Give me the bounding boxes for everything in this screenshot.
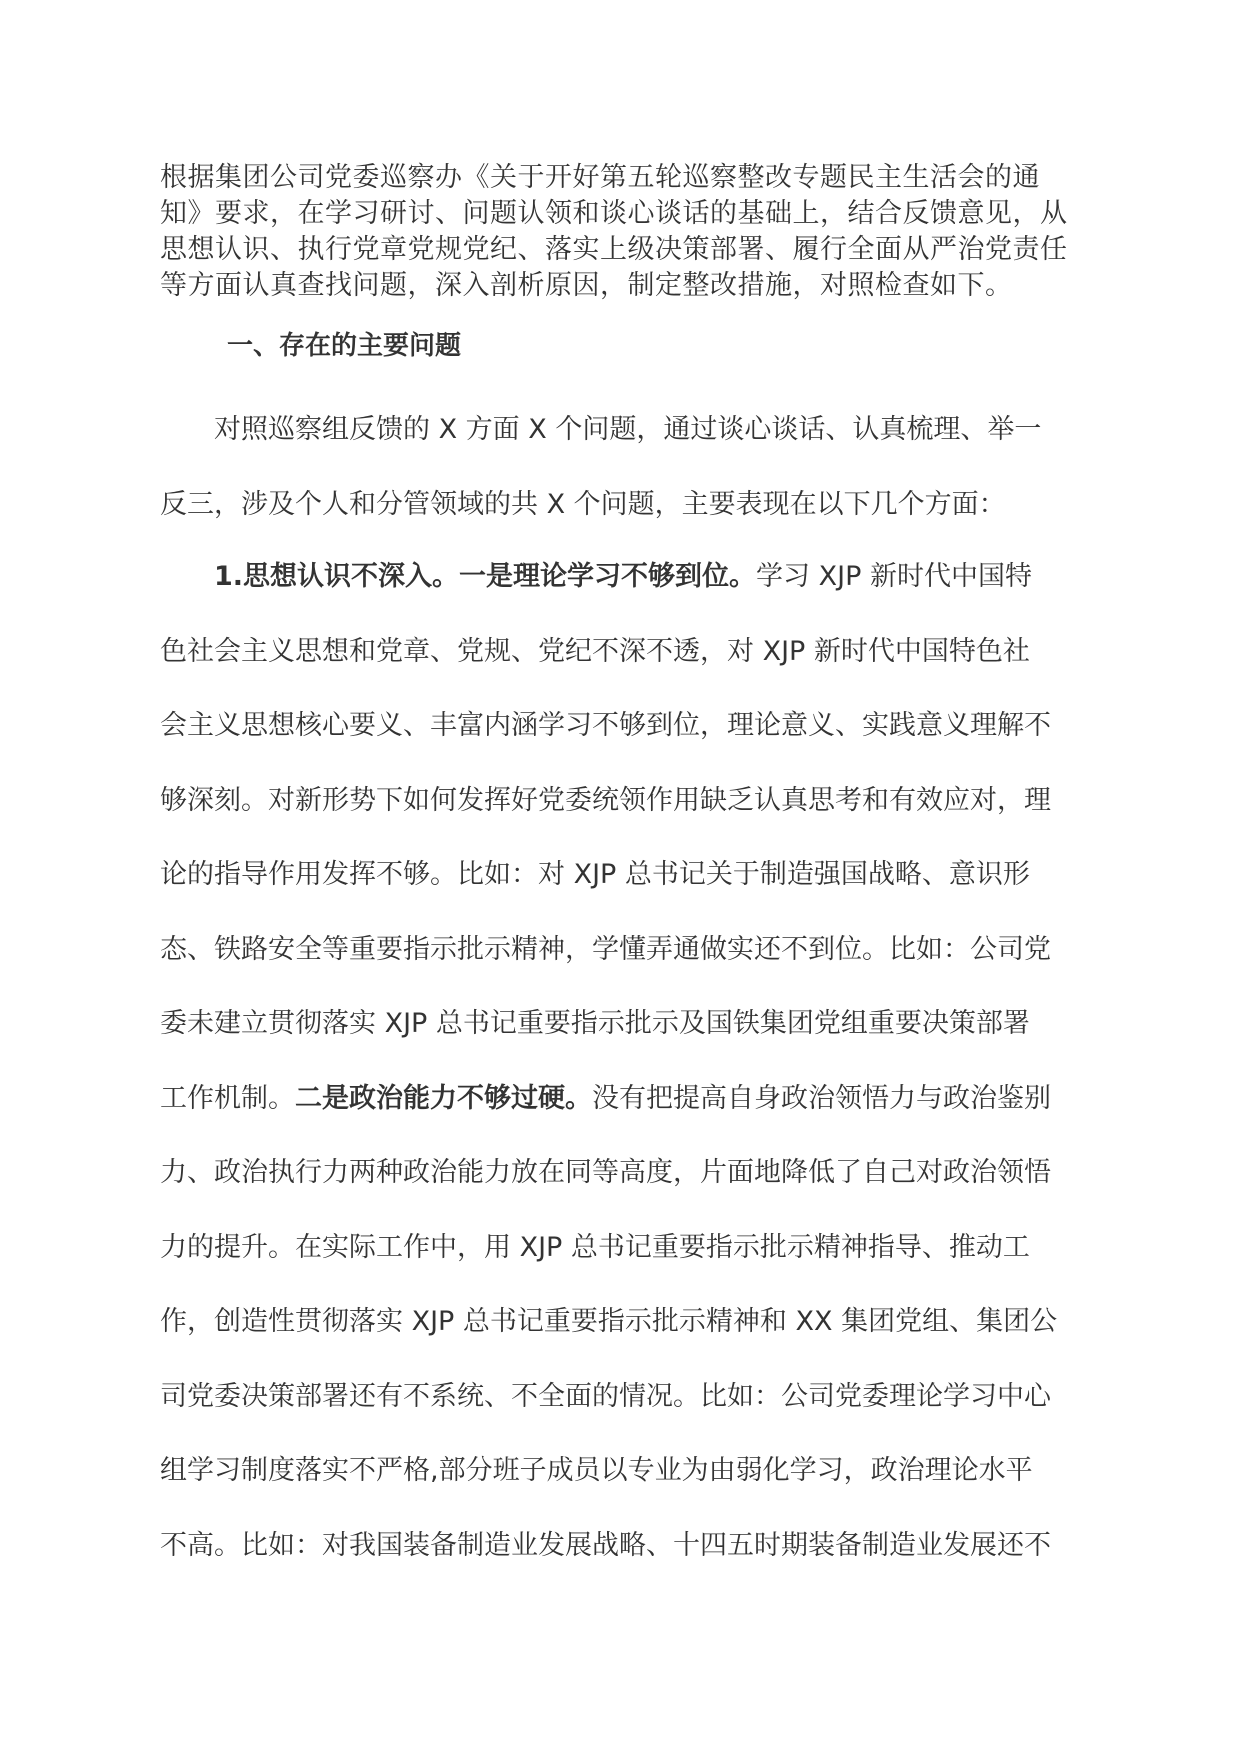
intro-paragraph: 根据集团公司党委巡察办《关于开好第五轮巡察整改专题民主生活会的通 知》要求，在学习研讨、问题认领和谈心谈话的基础上，结合反馈意见，从 思想认识、执行党章党规党纪、落实上级决策部署、履行全面从严治党责任 等方面认真查找问题，深入剖析原因，制定整改措施，对照检查如下。 xyxy=(160,162,1068,301)
problem-text-a: 学习 XJP 新时代中国特 色社会主义思想和党章、党规、党纪不深不透，对 XJP 新时代中国特色社 会主义思想核心要义、丰富内涵学习不够到位，理论意义、实践意义理解不 够深刻。对新形势下如何发挥好党委统领作用缺乏认真思考和有效应对，理 论的指导作用发挥不够。比如：对 XJP 总书记关于制造强国战略、意识形 态、铁路安全等重要指示批示精神，学懂弄通做实还不到位。比如：公司党 委未建立贯彻落实 XJP 总书记重要指示批示及国铁集团党组重要决策部署 工作机制。 xyxy=(160,561,1051,1114)
overview-paragraph: 对照巡察组反馈的 X 方面 X 个问题，通过谈心谈话、认真梳理、举一 反三，涉及个人和分管领域的共 X 个问题，主要表现在以下几个方面： xyxy=(160,414,1042,520)
problem-lead-heading: 1.思想认识不深入。一是理论学习不够到位。 xyxy=(214,561,757,592)
problem-text-b: 没有把提高自身政治领悟力与政治鉴别 力、政治执行力两种政治能力放在同等高度，片面地降低了自己对政治领悟 力的提升。在实际工作中，用 XJP 总书记重要指示批示精神指导、推动工 作，创造性贯彻落实 XJP 总书记重要指示批示精神和 XX 集团党组、集团公 司党委决策部署还有不系统、不全面的情况。比如：公司党委理论学习中心 组学习制度落实不严格,部分班子成员以专业为由弱化学习，政治理论水平 不高。比如：对我国装备制造业发展战略、十四五时期装备制造业发展还不 xyxy=(160,1082,1058,1561)
section-heading: 一、存在的主要问题 xyxy=(227,331,462,361)
paragraph-indent xyxy=(160,561,214,592)
problem-paragraph xyxy=(160,540,1090,1583)
problem-sub-heading: 二是政治能力不够过硬。 xyxy=(295,1082,592,1114)
